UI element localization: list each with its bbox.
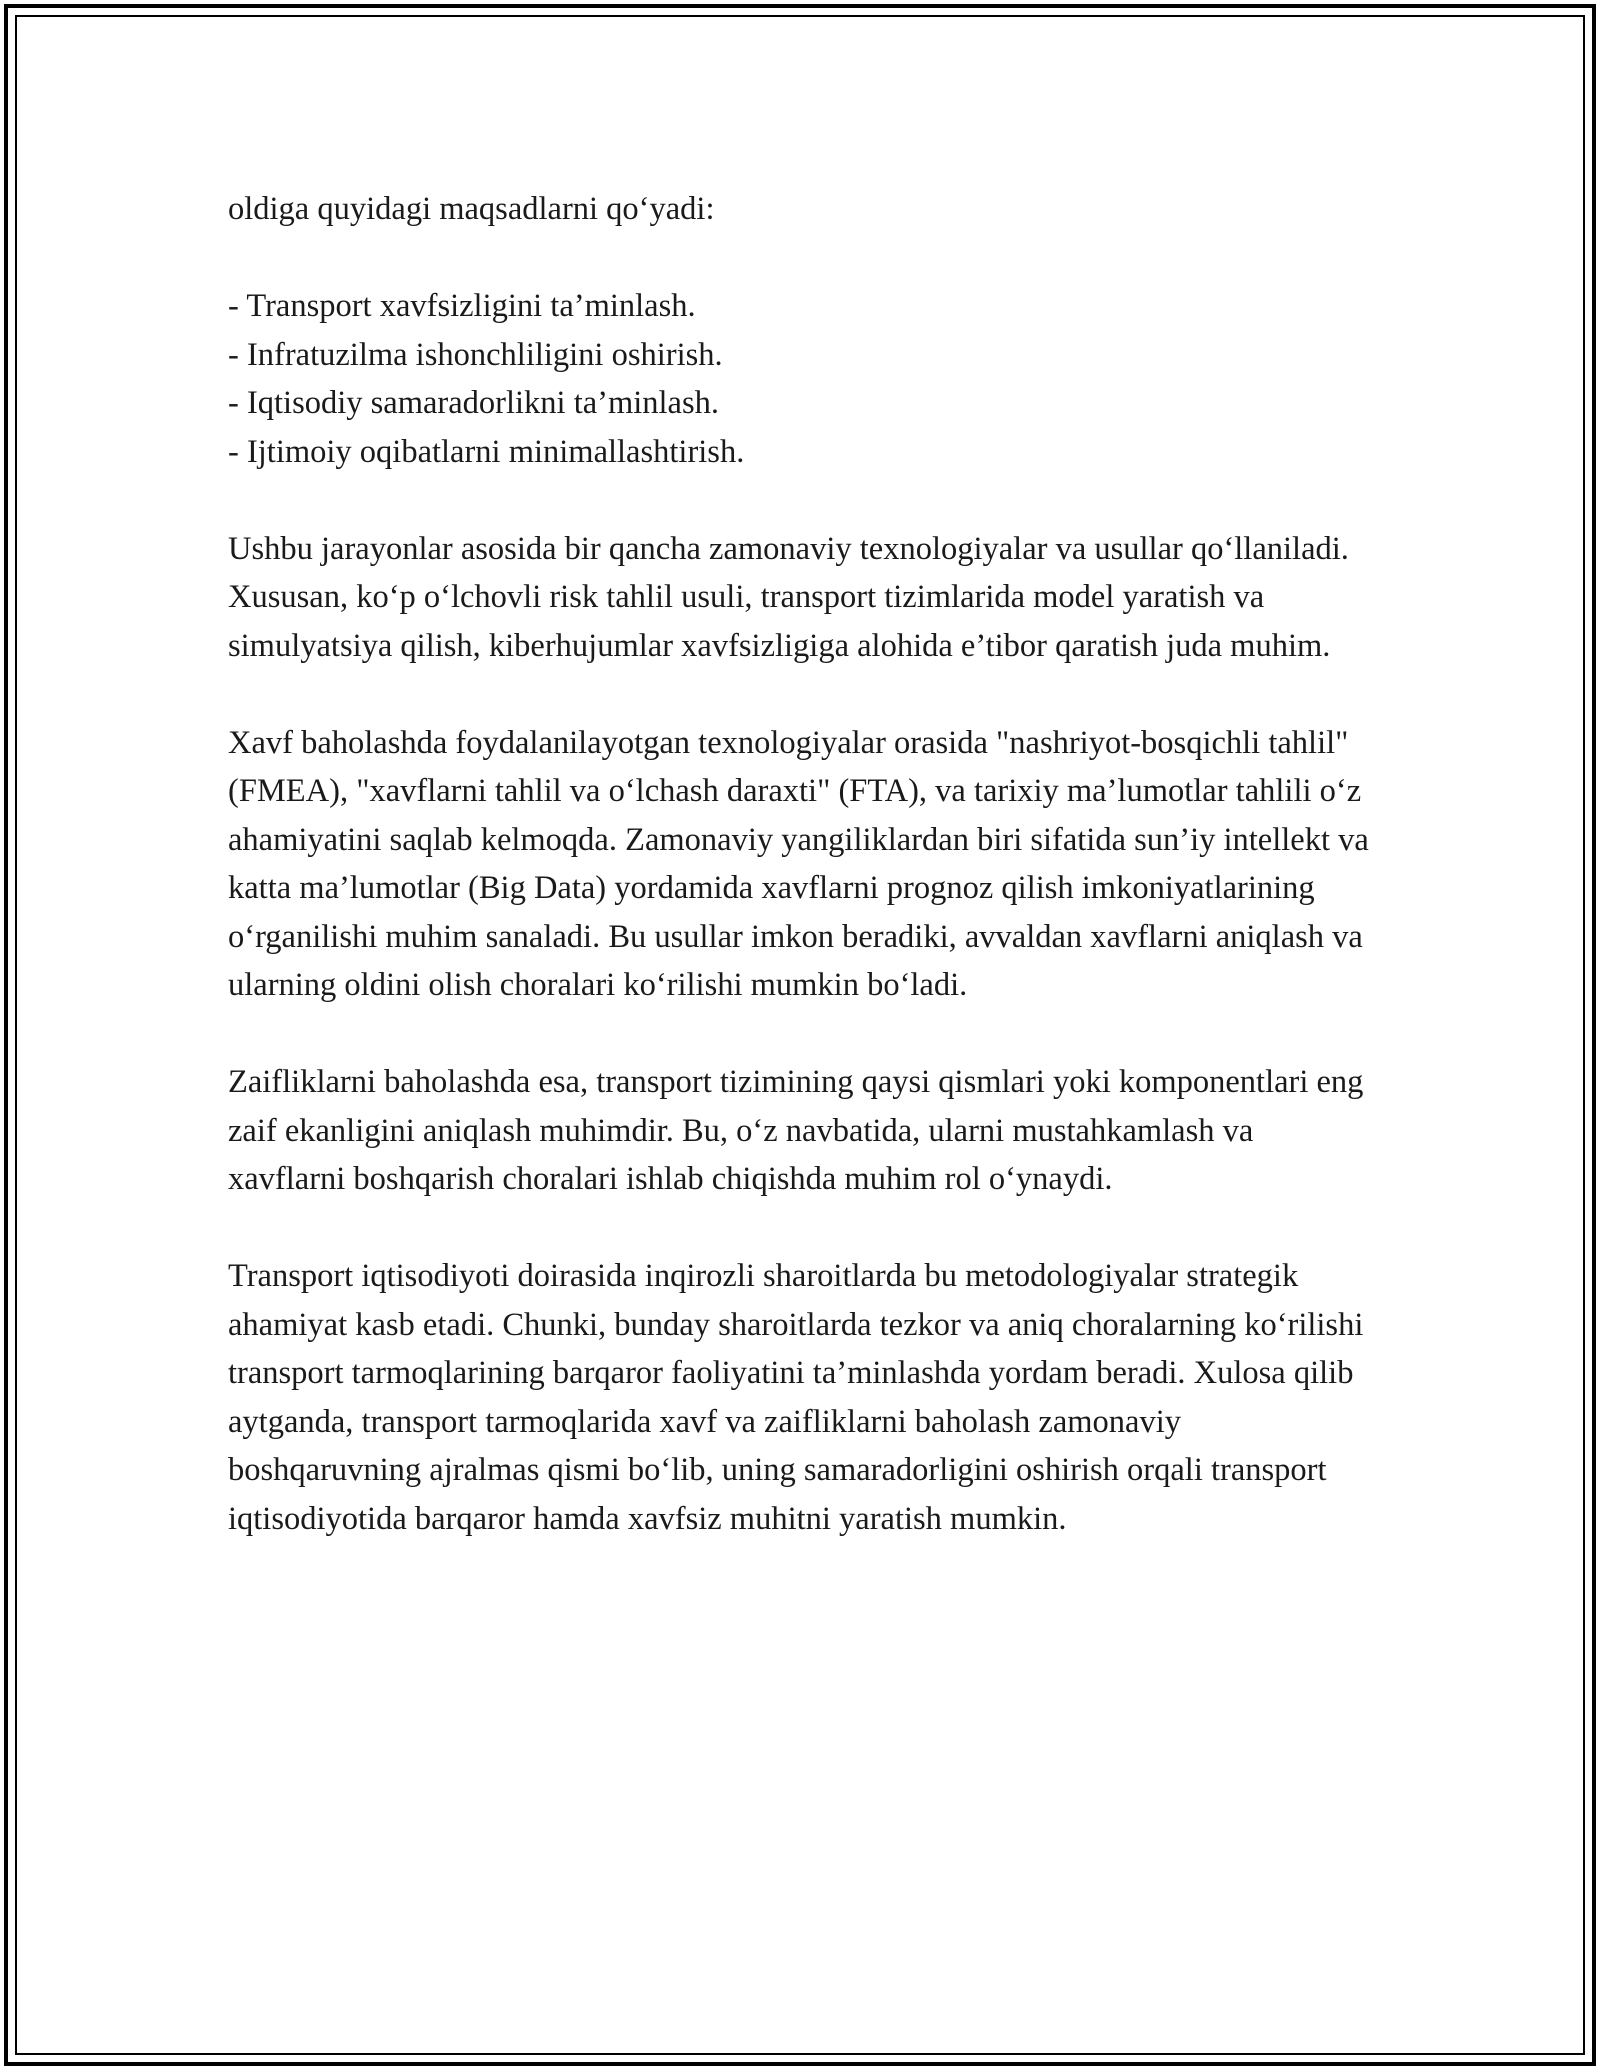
list-item: - Infratuzilma ishonchliligini oshirish. — [228, 336, 723, 373]
list-item: - Transport xavfsizligini ta’minlash. — [228, 288, 696, 324]
paragraph-vulnerabilities: Zaifliklarni baholashda esa, transport tizimining qaysi qismlari yoki komponentlari eng zaif ekanligini aniqlash muhimdir. Bu, o‘z navbatida, ularni mustahkamlash va xavflarni boshqarish choralari ishlab chiqishda muhim rol o‘ynaydi. — [228, 1064, 1364, 1197]
list-item: - Iqtisodiy samaradorlikni ta’minlash. — [228, 385, 720, 421]
paragraph-risk-assessment: Xavf baholashda foydalanilayotgan texnologiyalar orasida "nashriyot-bosqichli tahlil" (FMEA), "xavflarni tahlil va o‘lchash daraxti" (FTA), va tarixiy ma’lumotlar tahlili o‘z ahamiyatini saqlab kelmoqda. Zamonaviy yangiliklardan biri sifatida sun’iy intellekt va katta ma’lumotlar (Big Data) yordamida xavflarni prognoz qilish imkoniyatlarining o‘rganilishi muhim sanaladi. Bu usullar imkon beradiki, avvaldan xavflarni aniqlash va ularning oldini olish choralari ko‘rilishi mumkin bo‘ladi. — [228, 724, 1369, 1003]
paragraph-technologies: Ushbu jarayonlar asosida bir qancha zamonaviy texnologiyalar va usullar qo‘llaniladi. Xususan, ko‘p o‘lchovli risk tahlil usuli, transport tizimlarida model yaratish va simulyatsiya qilish, kiberhujumlar xavfsizligiga alohida e’tibor qaratish juda muhim. — [228, 530, 1349, 664]
goals-list — [228, 282, 1378, 476]
list-item: - Ijtimoiy oqibatlarni minimallashtirish. — [228, 433, 745, 470]
paragraph-conclusion: Transport iqtisodiyoti doirasida inqirozli sharoitlarda bu metodologiyalar strategik ahamiyat kasb etadi. Chunki, bunday sharoitlarda tezkor va aniq choralarning ko‘rilishi transport tarmoqlarining barqaror faoliyatini ta’minlashda yordam beradi. Xulosa qilib aytganda, transport tarmoqlarida xavf va zaifliklarni baholash zamonaviy boshqaruvning ajralmas qismi bo‘lib, uning samaradorligini oshirish orqali transport iqtisodiyotida barqaror hamda xavfsiz muhitni yaratish mumkin. — [228, 1258, 1364, 1537]
intro-line: oldiga quyidagi maqsadlarni qo‘yadi: — [228, 191, 715, 227]
document-body — [228, 185, 1378, 1592]
